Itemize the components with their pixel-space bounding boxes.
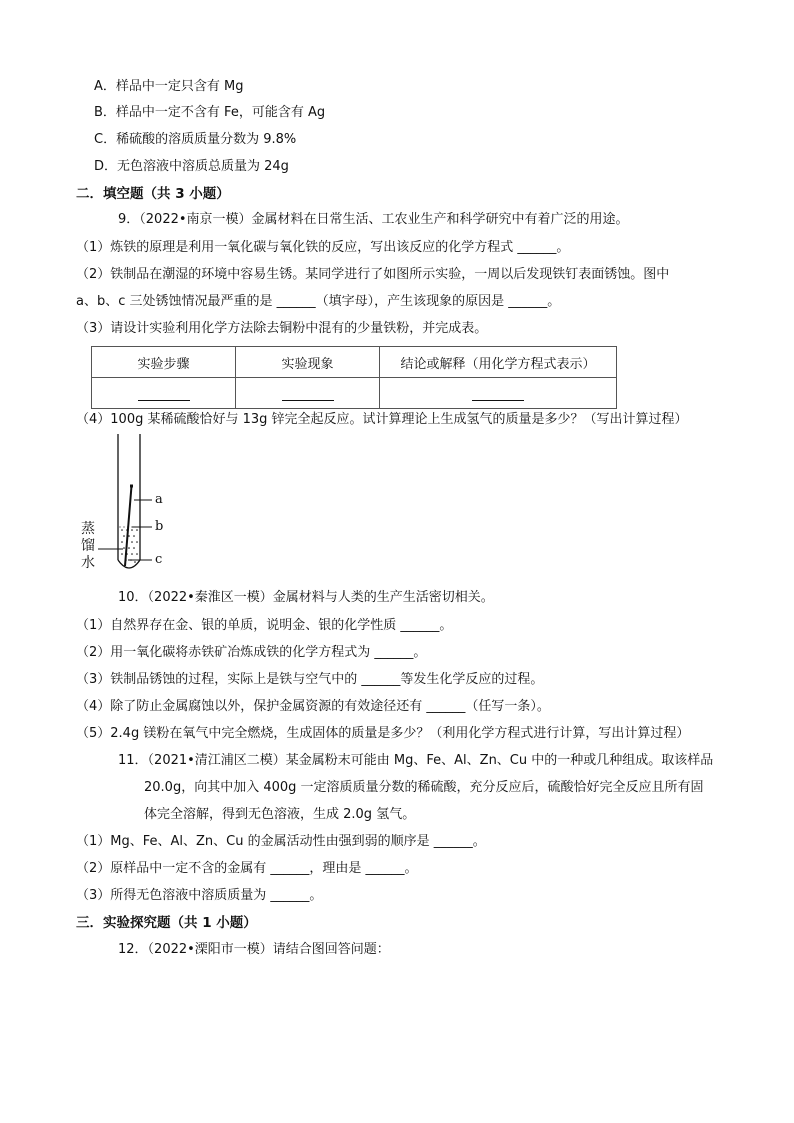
q9-part2-line2: a、b、c 三处锈蚀情况最严重的是 ______（填字母），产生该现象的原因是 ______。 [76, 294, 561, 309]
q11-part3: （3）所得无色溶液中溶质质量为 ______。 [76, 888, 323, 903]
q10-part3: （3）铁制品锈蚀的过程，实际上是铁与空气中的 ______等发生化学反应的过程。 [76, 672, 544, 687]
answer-blank[interactable] [282, 386, 334, 401]
q11-line2: 20.0g，向其中加入 400g 一定溶质质量分数的稀硫酸，充分反应后，硫酸恰好完全反应且所有固 [144, 780, 704, 795]
q10-header: 10．（2022•秦淮区一模）金属材料与人类的生产生活密切相关。 [118, 590, 494, 605]
label-a: a [155, 492, 163, 507]
q11-line1: 11．（2021•清江浦区二模）某金属粉末可能由 Mg、Fe、Al、Zn、Cu 中的一种或几种组成。取该样品 [118, 753, 714, 768]
q10-part1: （1）自然界存在金、银的单质，说明金、银的化学性质 ______。 [76, 618, 453, 633]
q9-part3: （3）请设计实验利用化学方法除去铜粉中混有的少量铁粉，并完成表。 [76, 321, 488, 336]
q10-part4: （4）除了防止金属腐蚀以外，保护金属资源的有效途径还有 ______（任写一条）。 [76, 699, 550, 714]
answer-blank-cell [92, 378, 236, 409]
experiment-table [91, 346, 617, 409]
option-b: B．样品中一定不含有 Fe，可能含有 Ag [94, 105, 326, 120]
section-title-fill-in: 二．填空题（共 3 小题） [76, 186, 230, 202]
q12-header: 12．（2022•溧阳市一模）请结合图回答问题： [118, 942, 390, 957]
table-header-cell: 实验步骤 [92, 347, 236, 378]
table-header-row [92, 347, 617, 378]
test-tube-figure [78, 434, 198, 584]
label-b: b [155, 519, 164, 534]
section-title-experiment: 三．实验探究题（共 1 小题） [76, 915, 257, 931]
q11-part1: （1）Mg、Fe、Al、Zn、Cu 的金属活动性由强到弱的顺序是 ______。 [76, 834, 486, 849]
option-d: D．无色溶液中溶质总质量为 24g [94, 159, 289, 174]
option-a: A．样品中一定只含有 Mg [94, 79, 244, 94]
answer-blank-cell [236, 378, 380, 409]
answer-blank[interactable] [472, 386, 524, 401]
label-water-2: 馏 [81, 538, 95, 554]
q9-part2-line1: （2）铁制品在潮湿的环境中容易生锈。某同学进行了如图所示实验，一周以后发现铁钉表面锈蚀。图中 [76, 267, 670, 282]
table-row [92, 378, 617, 409]
answer-blank-cell [380, 378, 617, 409]
table-header-cell: 结论或解释（用化学方程式表示） [380, 347, 617, 378]
answer-blank[interactable] [138, 386, 190, 401]
q9-part1: （1）炼铁的原理是利用一氧化碳与氧化铁的反应，写出该反应的化学方程式 ______。 [76, 240, 570, 255]
label-c: c [155, 552, 163, 567]
label-water-1: 蒸 [81, 521, 95, 537]
table-header-cell: 实验现象 [236, 347, 380, 378]
q10-part2: （2）用一氧化碳将赤铁矿冶炼成铁的化学方程式为 ______。 [76, 645, 427, 660]
q11-line3: 体完全溶解，得到无色溶液，生成 2.0g 氢气。 [144, 807, 416, 822]
label-water-3: 水 [81, 555, 95, 571]
q11-part2: （2）原样品中一定不含的金属有 ______，理由是 ______。 [76, 861, 418, 876]
q9-part4: （4）100g 某稀硫酸恰好与 13g 锌完全起反应。试计算理论上生成氢气的质量是多少？（写出计算过程） [76, 412, 688, 427]
option-c: C．稀硫酸的溶质质量分数为 9.8% [94, 132, 297, 147]
q10-part5: （5）2.4g 镁粉在氧气中完全燃烧，生成固体的质量是多少？（利用化学方程式进行计算，写出计算过程） [76, 726, 690, 741]
q9-header: 9．（2022•南京一模）金属材料在日常生活、工农业生产和科学研究中有着广泛的用途。 [118, 212, 629, 227]
